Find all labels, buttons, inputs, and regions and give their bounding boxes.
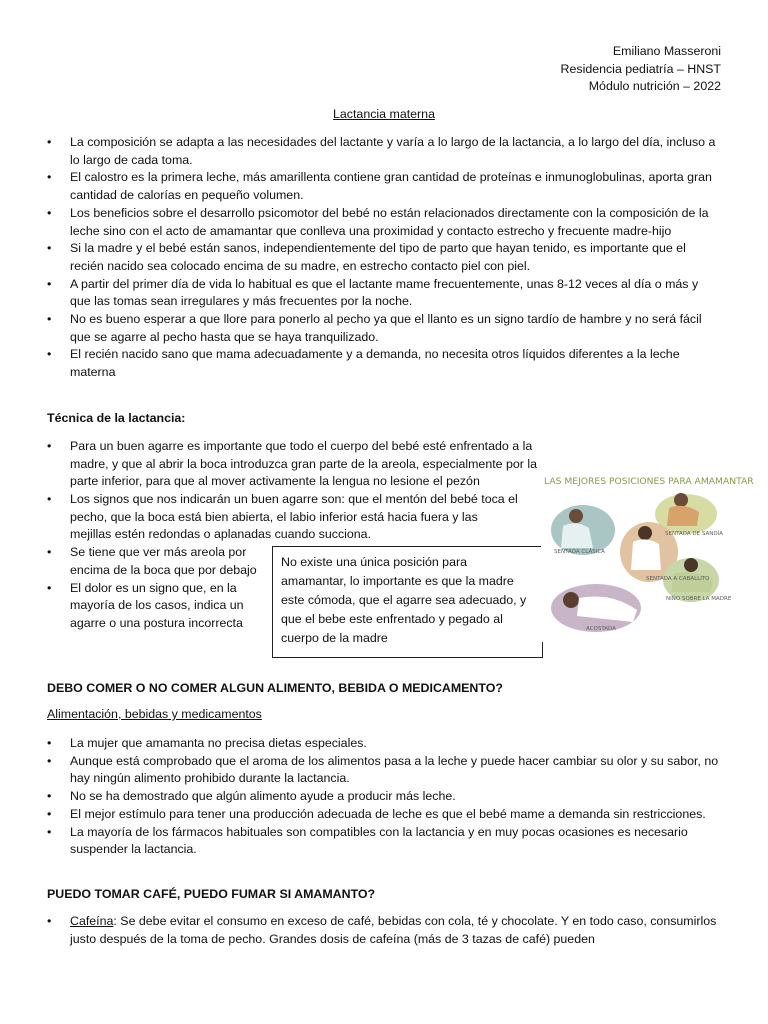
cafe-bullet-list [47,913,722,948]
label-sentada-caballito: SENTADA A CABALLITO [646,576,710,582]
food-bullet-list [47,735,722,859]
list-item: • Para un buen agarre es importante que todo el cuerpo del bebé esté enfrentado a la madre, y que al abrir la boca introduzca gran parte de la areola, especialmente por la parte inferior, para que al mover activamente la lengua no lesione el pezón [47,439,537,489]
list-item: • Se tiene que ver más areola por encima de la boca que por debajo [47,545,257,577]
bullet-icon: • [47,914,52,928]
bullet-icon: • [47,135,52,149]
cafeina-text: Se debe evitar el consumo en exceso de café, bebidas con cola, té y chocolate. Y en todo caso, consumirlos justo después de la toma de pecho. Grandes dosis de cafeína (más de 3 tazas de café) pueden [70,914,717,946]
list-item: • No se ha demostrado que algún alimento ayude a producir más leche. [47,788,722,806]
breastfeeding-positions-illustration [541,470,754,642]
list-item: • A partir del primer día de vida lo habitual es que el lactante mame frecuentemente, unas 8-12 veces al día o más y que las tomas sean irregulares y más frecuentes por la noche. [47,276,699,309]
bullet-icon: • [47,492,52,506]
bullet-icon: • [47,312,52,327]
list-item: • La composición se adapta a las necesidades del lactante y varía a lo largo de la lactancia, a lo largo del día, incluso a lo largo de cada toma. [47,135,716,167]
question-cafe-heading: PUEDO TOMAR CAFÉ, PUEDO FUMAR SI AMAMANTO? [47,887,376,901]
header-block [561,43,721,96]
bullet-icon: • [47,545,52,560]
label-sentada-clasica: SENTADA CLÁSICA [554,549,605,555]
list-item: • El recién nacido sano que mama adecuadamente y a demanda, no necesita otros líquidos diferentes a la leche materna [47,347,680,380]
note-box: No existe una única posición para amamantar, lo importante es que la madre este cómoda, que el agarre sea adecuado, y que el bebe este enfrentado y pegado al cuerpo de la madre [272,546,543,658]
bullet-icon: • [47,276,52,291]
list-item: • La mayoría de los fármacos habituales son compatibles con la lactancia y en muy pocas ocasiones es necesario suspender la lactancia. [47,824,688,857]
document-title: Lactancia materna [333,107,435,121]
list-item: • El mejor estímulo para tener una producción adecuada de leche es que el bebé mame a demanda sin restricciones. [47,806,722,824]
bullet-icon: • [47,824,52,839]
cafeina-label: Cafeína [70,914,114,928]
module-name: Módulo nutrición – 2022 [588,79,721,94]
bullet-icon: • [47,439,52,453]
illustration-title: LAS MEJORES POSICIONES PARA AMAMANTAR [544,476,754,487]
label-nino-sobre-madre: NIÑO SOBRE LA MADRE [666,596,732,602]
bullet-icon: • [47,205,52,220]
list-item: • La mujer que amamanta no precisa dietas especiales. [47,735,722,753]
bullet-icon: • [47,806,52,821]
bullet-icon: • [47,170,52,185]
tecnica-heading: Técnica de la lactancia: [47,411,186,425]
bullet-icon: • [47,241,52,256]
cafeina-colon: : [113,914,117,928]
list-item: • Si la madre y el bebé están sanos, independientemente del tipo de parto que hayan tenido, es importante que el recién nacido sea colocado encima de su madre, en estrecho contacto piel con piel. [47,241,686,273]
bullet-icon: • [47,736,52,750]
food-subheading: Alimentación, bebidas y medicamentos [47,707,262,721]
bullet-icon: • [47,753,52,768]
intro-bullet-list [47,134,722,382]
list-item [47,913,722,948]
author-name: Emiliano Masseroni [612,44,721,58]
list-item: • El dolor es un signo que, en la mayoría de los casos, indica un agarre o una postura incorrecta [47,580,244,630]
bullet-icon: • [47,347,52,362]
list-item: • No es bueno esperar a que llore para ponerlo al pecho ya que el llanto es un signo tardío de hambre y no será fácil que se agarre al pecho hasta que se haya tranquilizado. [47,312,702,344]
bullet-icon: • [47,580,52,595]
list-item: • El calostro es la primera leche, más amarillenta contiene gran cantidad de proteínas e inmunoglobulinas, aporta gran cantidad de calorías en pequeño volumen. [47,170,712,203]
label-sentada-sandia: SENTADA DE SANDÍA [665,531,723,537]
list-item: • Los beneficios sobre el desarrollo psicomotor del bebé no están relacionados directamente con la composición de la leche sino con el acto de amamantar que conlleva una proximidad y contacto estrecho y frecuente madre-hijo [47,205,709,238]
question-food-heading: DEBO COMER O NO COMER ALGUN ALIMENTO, BEBIDA O MEDICAMENTO? [47,681,503,695]
list-item: • Los signos que nos indicarán un buen agarre son: que el mentón del bebé toca el pecho, que la boca está bien abierta, el labio inferior está hacia fuera y las mejillas estén redondas o aplanadas cuando succiona. [47,492,518,542]
label-acostada: ACOSTADA [586,626,616,632]
bullet-icon: • [47,789,52,804]
list-item: • Aunque está comprobado que el aroma de los alimentos pasa a la leche y puede hacer cambiar su olor y su sabor, no hay ningún alimento prohibido durante la lactancia. [47,753,719,786]
program-name: Residencia pediatría – HNST [560,61,721,76]
